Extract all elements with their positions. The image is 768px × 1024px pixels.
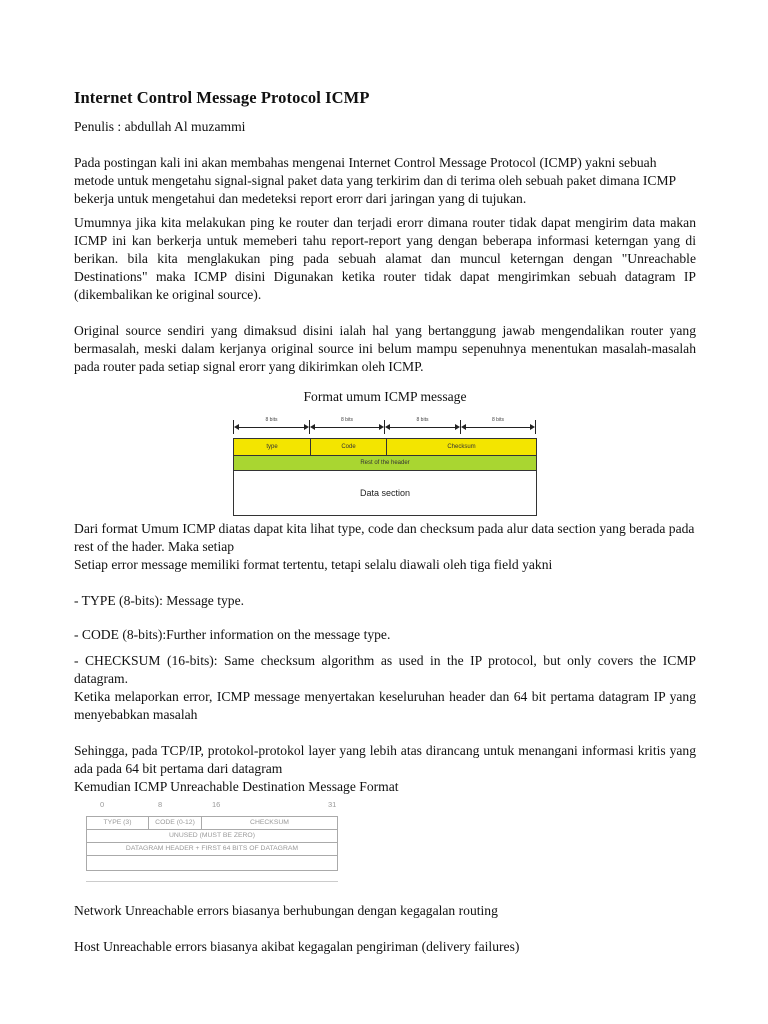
checksum-cell: CHECKSUM <box>250 819 289 826</box>
figure1-caption: Format umum ICMP message <box>303 389 467 404</box>
author-label: Penulis : abdullah Al muzammi <box>74 119 246 134</box>
rest-of-header-row: Rest of the header <box>234 456 536 471</box>
bit-arrow <box>234 418 309 436</box>
table-row <box>87 843 337 856</box>
bit-arrow <box>461 418 535 436</box>
author-line <box>74 118 696 136</box>
page-title: Internet Control Message Protocol ICMP <box>74 88 370 107</box>
bit-position: 8 <box>158 800 163 809</box>
paragraph-ping: Umumnya jika kita melakukan ping ke router dan terjadi erorr dimana router tidak dapat mengirim data makan ICMP ini kan berkerja untuk memeberi tahu report-report yang dengan beberapa informasi keterngan yang di berikan. bila kita menglakukan ping pada sebuah alamat dan muncul keterngan dengan "Unreachable Destinations" maka ICMP disini Digunakan ketika router tidak dapat mengirimkan sebuah datagram IP (dikembalikan ke original source). <box>74 215 696 302</box>
bit-positions <box>86 800 338 814</box>
field-type: - TYPE (8-bits): Message type. <box>74 593 245 608</box>
empty-cell <box>87 856 337 870</box>
bit-label: 8 bits <box>416 417 429 423</box>
paragraph-format-desc-1: Dari format Umum ICMP diatas dapat kita lihat type, code dan checksum pada alur data section yang berada pada rest of the hader. Maka setiap <box>74 521 695 554</box>
bit-arrow <box>310 418 384 436</box>
paragraph-error-report: Ketika melaporkan error, ICMP message menyertakan keseluruhan header dan 64 bit pertama datagram IP yang menyebabkan masalah <box>74 689 696 722</box>
bit-label: 8 bits <box>265 417 278 423</box>
field-checksum: - CHECKSUM (16-bits): Same checksum algorithm as used in the IP protocol, but only covers the ICMP datagram. <box>74 653 696 686</box>
icmp-format-diagram <box>233 418 537 516</box>
unused-cell: UNUSED (MUST BE ZERO) <box>169 832 255 839</box>
bit-position: 31 <box>328 800 337 809</box>
intro-paragraph: Pada postingan kali ini akan membahas mengenai Internet Control Message Protocol (ICMP) yakni sebuah metode untuk mengetahu signal-signal paket data yang terkirim dan di terima oleh sebuah paket dimana ICMP bekerja untuk mengetahui dan medeteksi report erorr dari jaringan yang di tujukan. <box>74 155 676 206</box>
paragraph-host-unreachable: Host Unreachable errors biasanya akibat kegagalan pengiriman (delivery failures) <box>74 939 520 954</box>
bit-position: 0 <box>100 800 105 809</box>
unreachable-format-table <box>86 816 338 871</box>
header-row-type-code-checksum <box>234 439 536 456</box>
table-row <box>87 830 337 843</box>
table-row <box>87 817 337 830</box>
paragraph-network-unreachable: Network Unreachable errors biasanya berhubungan dengan kegagalan routing <box>74 903 498 918</box>
bit-width-arrows <box>233 418 537 436</box>
document-page <box>74 88 696 956</box>
code-cell: CODE (0-12) <box>149 817 202 829</box>
paragraph-format-desc-2: Setiap error message memiliki format tertentu, tetapi selalu diawali oleh tiga field yakni <box>74 557 553 572</box>
paragraph-unreachable-title: Kemudian ICMP Unreachable Destination Message Format <box>74 779 399 794</box>
unreachable-format-diagram <box>86 800 338 884</box>
bit-arrow <box>385 418 460 436</box>
icmp-header-box <box>233 438 537 516</box>
data-section-row: Data section <box>234 471 536 515</box>
paragraph-tcp-ip: Sehingga, pada TCP/IP, protokol-protokol layer yang lebih atas dirancang untuk menangani informasi kritis yang ada pada 64 bit pertama dari datagram <box>74 743 696 776</box>
field-code: - CODE (8-bits):Further information on the message type. <box>74 627 391 642</box>
type-cell: TYPE (3) <box>87 817 149 829</box>
bit-label: 8 bits <box>341 417 353 423</box>
datagram-header-cell: DATAGRAM HEADER + FIRST 64 BITS OF DATAGRAM <box>125 845 299 852</box>
type-cell: type <box>234 439 311 455</box>
bit-position: 16 <box>212 800 221 809</box>
code-cell: Code <box>311 439 387 455</box>
table-row <box>87 856 337 870</box>
bit-label: 8 bits <box>492 417 504 423</box>
paragraph-original-source: Original source sendiri yang dimaksud disini ialah hal yang bertanggung jawab mengendalikan router yang bermasalah, meski dalam kerjanya original source ini belum mampu sepenuhnya menentukan masalah-masalah pada router pada setiap signal erorr yang dikirimkan oleh ICMP. <box>74 323 696 374</box>
checksum-cell: Checksum <box>447 444 476 450</box>
